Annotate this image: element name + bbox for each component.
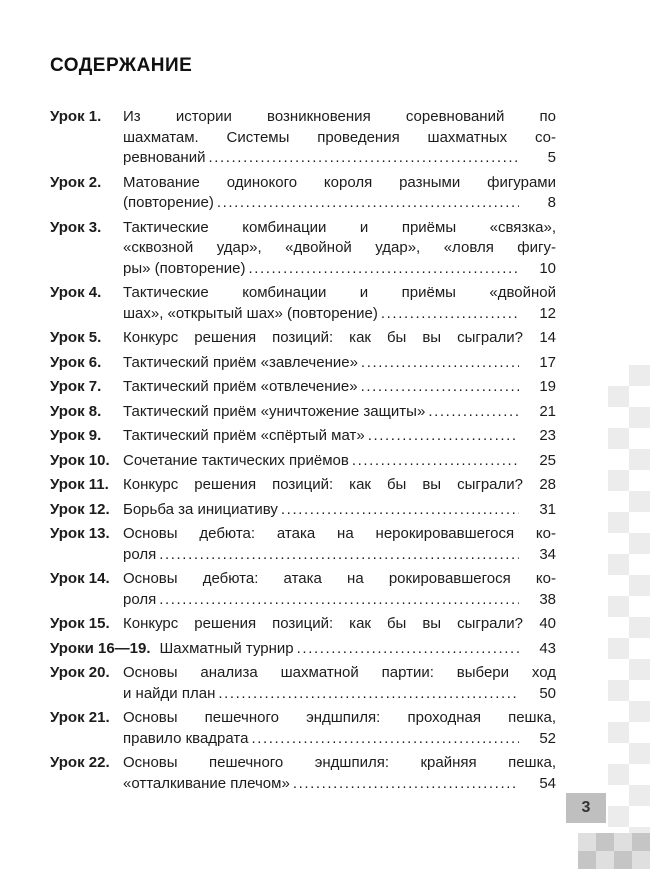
- toc-entry-text: Тактический приём «отвлечение»: [123, 378, 358, 395]
- toc-entry-text-line: шахматам. Системы проведения шахматных со-: [123, 128, 556, 146]
- toc-entry-body: [123, 663, 556, 704]
- toc-entry-body: [123, 708, 556, 749]
- toc-entry-text: Тактический приём «уничтожение защиты»: [123, 402, 426, 420]
- toc-entry: [50, 377, 556, 398]
- toc-entry-body: [123, 173, 556, 214]
- toc-entry-text-line: Матование одинокого короля разными фигурами: [123, 173, 556, 191]
- toc-entry-last-line: [123, 259, 556, 280]
- toc-entry-label: Урок 4.: [50, 284, 102, 301]
- dot-leader: [281, 500, 519, 521]
- toc-entry: [50, 353, 556, 374]
- toc-entry-label: Урок 5.: [50, 329, 102, 346]
- toc-entry-page-number: 40: [539, 615, 556, 632]
- toc-entry-last-line: [123, 148, 556, 169]
- toc-entry-body: [123, 524, 556, 565]
- toc-entry-text: Конкурс решения позиций: как бы вы сыграли?: [123, 615, 523, 632]
- toc-entry-body: [123, 451, 556, 472]
- toc-entry-body: [160, 639, 556, 660]
- toc-entry-last-line: [160, 639, 556, 660]
- checkerboard-strip-decoration: [608, 365, 650, 869]
- dot-leader: [208, 148, 519, 169]
- toc-entry-text-line: Основы дебюта: атака на нерокировавшегося ко-: [123, 525, 556, 542]
- toc-entry-text: шах», «открытый шах» (повторение): [123, 304, 378, 322]
- toc-entry: [50, 451, 556, 472]
- toc-entry-last-line: [123, 328, 556, 349]
- toc-entry-label: Урок 12.: [50, 500, 110, 518]
- toc-entry-last-line: [123, 353, 556, 374]
- dot-leader: [248, 259, 519, 280]
- toc-entry-label: Урок 10.: [50, 451, 110, 469]
- toc-entry: [50, 708, 556, 749]
- toc-entry-label: Урок 8.: [50, 402, 102, 420]
- toc-entry-page-number: 52: [539, 729, 556, 747]
- toc-entry-text-line: Основы анализа шахматной партии: выбери ход: [123, 664, 556, 681]
- toc-entry-page-number: 21: [539, 402, 556, 420]
- toc-entry-last-line: [123, 475, 556, 496]
- toc-page: [50, 55, 556, 798]
- toc-entry-label: Урок 20.: [50, 664, 110, 681]
- toc-entry-page-number: 28: [539, 476, 556, 493]
- toc-entry-body: [123, 402, 556, 423]
- toc-entry-last-line: [123, 304, 556, 325]
- toc-entry-text-line: «сквозной удар», «двойной удар», «ловля фигу-: [123, 239, 556, 256]
- toc-entry-page-number: 10: [539, 259, 556, 277]
- toc-entry-label: Урок 6.: [50, 353, 102, 371]
- toc-entry-text-line: Основы пешечного эндшпиля: крайняя пешка,: [123, 754, 556, 771]
- toc-entry-page-number: 34: [539, 545, 556, 563]
- dot-leader: [361, 377, 519, 398]
- toc-entry: [50, 639, 556, 660]
- toc-entry-page-number: 17: [539, 353, 556, 371]
- toc-entry-label: Урок 11.: [50, 476, 109, 493]
- toc-entry-text: ры» (повторение): [123, 259, 246, 277]
- dot-leader: [297, 639, 519, 660]
- toc-entry-last-line: [123, 377, 556, 398]
- toc-list: [50, 107, 556, 794]
- toc-entry-text-line: Основы пешечного эндшпиля: проходная пешка,: [123, 709, 556, 726]
- toc-entry-body: [123, 426, 556, 447]
- toc-entry: [50, 663, 556, 704]
- toc-entry-text-line: Из истории возникновения соревнований по: [123, 108, 556, 125]
- toc-entry-body: [123, 328, 556, 349]
- page-number-badge: [566, 793, 606, 823]
- dot-leader: [159, 545, 519, 566]
- toc-entry-last-line: [123, 684, 556, 705]
- toc-entry-text-line: Тактические комбинации и приёмы «двойной: [123, 284, 556, 301]
- toc-entry-page-number: 5: [547, 149, 556, 166]
- toc-entry-page-number: 43: [539, 639, 556, 657]
- toc-entry-label: Урок 1.: [50, 108, 102, 125]
- dot-leader: [293, 774, 519, 795]
- toc-entry-text: Конкурс решения позиций: как бы вы сыграли?: [123, 329, 523, 346]
- toc-entry-text: Шахматный турнир: [159, 639, 294, 657]
- toc-entry-text: роля: [123, 590, 157, 608]
- toc-entry-text: правило квадрата: [123, 729, 249, 747]
- page-title: СОДЕРЖАНИЕ: [50, 55, 193, 76]
- toc-entry-last-line: [123, 500, 556, 521]
- toc-entry-page-number: 38: [539, 590, 556, 608]
- toc-entry-page-number: 50: [539, 684, 556, 702]
- toc-entry-label: Урок 2.: [50, 173, 102, 191]
- toc-entry-body: [123, 569, 556, 610]
- toc-entry-text: Тактический приём «спёртый мат»: [123, 427, 365, 444]
- toc-entry-text: Борьба за инициативу: [123, 500, 278, 518]
- toc-entry-text: Конкурс решения позиций: как бы вы сыграли?: [123, 476, 523, 493]
- toc-entry-text: (повторение): [123, 194, 214, 211]
- toc-entry: [50, 500, 556, 521]
- toc-entry: [50, 173, 556, 214]
- toc-entry-page-number: 54: [539, 774, 556, 792]
- toc-entry-body: [123, 353, 556, 374]
- toc-entry-text: и найди план: [123, 684, 216, 702]
- toc-entry-page-number: 8: [547, 194, 556, 211]
- toc-entry-label: Урок 21.: [50, 709, 110, 726]
- toc-entry-page-number: 14: [539, 329, 556, 346]
- toc-entry: [50, 569, 556, 610]
- toc-entry: [50, 328, 556, 349]
- page-number: 3: [581, 799, 591, 816]
- toc-entry-page-number: 12: [539, 304, 556, 322]
- toc-entry-text: роля: [123, 545, 157, 563]
- toc-entry-label: Урок 15.: [50, 615, 110, 632]
- toc-entry-text: Сочетание тактических приёмов: [123, 451, 349, 469]
- toc-entry: [50, 475, 556, 496]
- dot-leader: [159, 590, 519, 611]
- dot-leader: [428, 402, 519, 423]
- toc-entry-last-line: [123, 451, 556, 472]
- toc-entry-last-line: [123, 729, 556, 750]
- toc-entry-page-number: 25: [539, 451, 556, 469]
- toc-entry: [50, 402, 556, 423]
- toc-entry: [50, 426, 556, 447]
- toc-entry-label: Урок 7.: [50, 378, 102, 395]
- toc-entry-text-line: Тактические комбинации и приёмы «связка»,: [123, 218, 556, 236]
- toc-entry-body: [123, 377, 556, 398]
- toc-entry-last-line: [123, 614, 556, 635]
- toc-entry: [50, 283, 556, 324]
- toc-entry-body: [123, 500, 556, 521]
- toc-entry-last-line: [123, 545, 556, 566]
- checkerboard-corner-decoration: [578, 833, 650, 869]
- dot-leader: [217, 193, 519, 214]
- toc-entry-last-line: [123, 402, 556, 423]
- dot-leader: [251, 729, 519, 750]
- toc-entry-text: ревнований: [123, 149, 206, 166]
- toc-entry-label: Уроки 16—19.: [50, 639, 151, 657]
- toc-entry-label: Урок 9.: [50, 427, 102, 444]
- toc-entry-last-line: [123, 590, 556, 611]
- dot-leader: [352, 451, 519, 472]
- dot-leader: [361, 353, 519, 374]
- toc-entry-label: Урок 22.: [50, 754, 110, 771]
- toc-entry-text-line: Основы дебюта: атака на рокировавшегося ко-: [123, 570, 556, 587]
- toc-entry-text: «отталкивание плечом»: [123, 774, 290, 792]
- toc-entry-last-line: [123, 193, 556, 214]
- toc-entry-label: Урок 14.: [50, 570, 110, 587]
- toc-entry-body: [123, 753, 556, 794]
- toc-entry-label: Урок 13.: [50, 525, 110, 542]
- toc-entry-body: [123, 218, 556, 280]
- toc-entry-text: Тактический приём «завлечение»: [123, 353, 358, 371]
- dot-leader: [218, 684, 519, 705]
- toc-entry-last-line: [123, 774, 556, 795]
- toc-entry: [50, 218, 556, 280]
- dot-leader: [368, 426, 519, 447]
- toc-entry-last-line: [123, 426, 556, 447]
- toc-entry-body: [123, 283, 556, 324]
- toc-entry-page-number: 31: [539, 500, 556, 518]
- toc-entry-body: [123, 475, 556, 496]
- toc-entry-page-number: 19: [539, 378, 556, 395]
- toc-entry-body: [123, 107, 556, 169]
- toc-entry: [50, 107, 556, 169]
- toc-entry: [50, 524, 556, 565]
- toc-entry-label: Урок 3.: [50, 218, 102, 236]
- toc-entry: [50, 614, 556, 635]
- dot-leader: [381, 304, 519, 325]
- toc-entry-body: [123, 614, 556, 635]
- toc-entry: [50, 753, 556, 794]
- toc-entry-page-number: 23: [539, 427, 556, 444]
